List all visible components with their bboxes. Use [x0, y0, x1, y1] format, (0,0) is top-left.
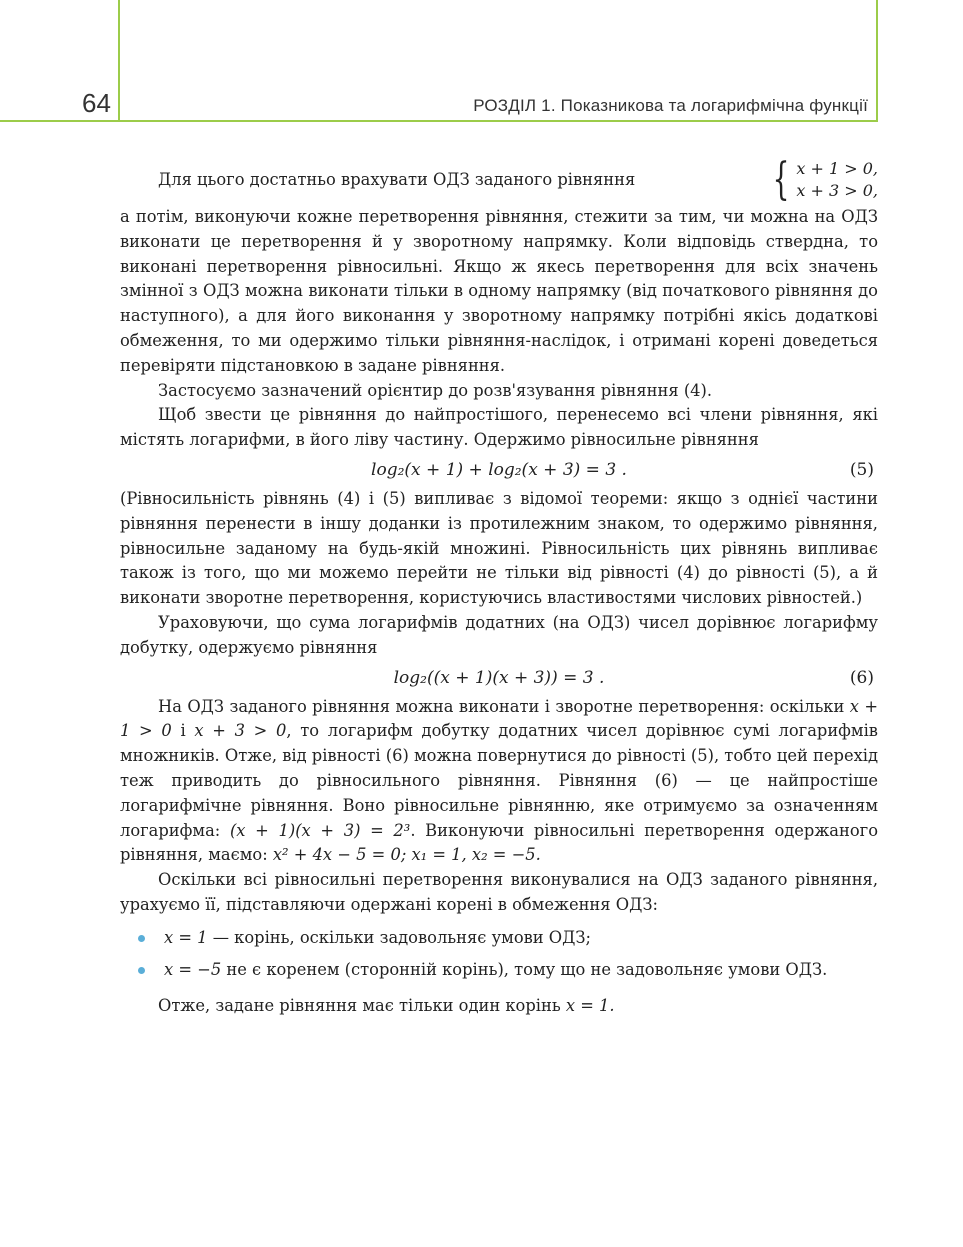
paragraph-1: а потім, виконуючи кожне перетворення рівняння, стежити за тим, чи можна на ОДЗ виконати це перетворення й у зворотному напрямку. Коли відповідь ствердна, то виконані перетворення рівносильні. Якщо ж якесь перетворення для всіх значень змінної з ОДЗ можна виконати тільки в одному напрямку (від початкового рівняння до наступного), а для його виконання у зворотному напрямку потрібні якісь додаткові обмеження, то ми одержимо тільки рівняння-наслідок, і отримані корені доведеться перевіряти підстановкою в задане рівняння. — [120, 207, 878, 375]
intro-line — [120, 155, 878, 205]
inequality-1: x + 1 > 0 — [120, 696, 879, 741]
paragraph-4: (Рівносильність рівнянь (4) і (5) випливає з відомої теореми: якщо з однієї частини рівняння перенести в іншу доданки із протилежним знаком, то одержимо рівняння, рівносильне заданому на будь-якій множині. Рівносильність цих рівнянь випливає також із того, що ми можемо перейти не тільки від рівності (4) до рівності (5), а й виконати зворотне перетворення, користуючись властивостями числових рівностей.) — [120, 488, 878, 608]
paragraph-6-part-a: На ОДЗ заданого рівняння можна виконати і зворотне перетворення: оскільки — [158, 696, 845, 716]
system-line-2: x + 3 > 0, — [796, 181, 878, 200]
conclusion-text: Отже, задане рівняння має тільки один корінь — [158, 995, 561, 1015]
header-frame-bottom-line — [0, 120, 878, 122]
roots-check-list — [120, 922, 878, 986]
bullet-dot-icon — [138, 967, 145, 974]
root-math: x = 1 — [164, 927, 208, 947]
root-note: — корінь, оскільки задовольняє умови ОДЗ; — [207, 927, 592, 947]
system-line-1: x + 1 > 0, — [796, 159, 878, 178]
paragraph-5: Ураховуючи, що сума логарифмів додатних (на ОДЗ) чисел дорівнює логарифму добутку, одержуємо рівняння — [120, 612, 878, 657]
odz-system — [767, 154, 878, 205]
running-head: РОЗДІЛ 1. Показникова та логарифмічна функції — [473, 96, 868, 115]
page-number: 64 — [82, 88, 111, 118]
header-frame-left-line — [118, 0, 120, 120]
curly-brace-icon: { — [772, 154, 790, 205]
page-body — [120, 155, 878, 1019]
conclusion — [120, 994, 878, 1019]
equation-5-number: (5) — [849, 459, 874, 480]
root-note: не є коренем (сторонній корінь), тому що не задовольняє умови ОДЗ. — [221, 959, 828, 979]
list-item — [120, 954, 878, 986]
bullet-dot-icon — [138, 935, 145, 942]
equation-5 — [120, 453, 878, 487]
header-frame-right-line — [876, 0, 878, 122]
paragraph-2: Застосуємо зазначений орієнтир до розв'язування рівняння (4). — [158, 380, 713, 400]
paragraph-6-part-c: . Виконуючи рівносильні перетворення одержаного рівняння, маємо: — [120, 820, 878, 865]
paragraph-6 — [120, 695, 878, 869]
conjunction: і — [180, 721, 186, 741]
intro-lead-text: Для цього достатньо врахувати ОДЗ заданого рівняння — [158, 169, 636, 189]
paragraph-7: Оскільки всі рівносильні перетворення виконувалися на ОДЗ заданого рівняння, урахуємо її, підставляючи одержані корені в обмеження ОДЗ: — [120, 870, 878, 914]
paragraph-6-part-b: , то логарифм добутку додатних чисел дорівнює сумі логарифмів множників. Отже, від рівності (6) можна повернутися до рівності (5), тобто цей перехід теж приводить до рівносильного рівняння. Рівняння (6) — це найпростіше логарифмічне рівняння. Воно рівносильне рівнянню, яке отримуємо за означенням логарифма: — [120, 721, 878, 840]
root-math: x = −5 — [164, 959, 222, 979]
equation-6-expression: log₂((x + 1)(x + 3)) = 3 . — [393, 667, 605, 688]
paragraph-3: Щоб звести це рівняння до найпростішого, перенесемо всі члени рівняння, які містять логарифми, в його ліву частину. Одержимо рівносильне рівняння — [120, 405, 878, 450]
definition-equation: (x + 1)(x + 3) = 2³ — [229, 820, 411, 840]
quadratic-solution: x² + 4x − 5 = 0; x₁ = 1, x₂ = −5. — [272, 845, 541, 865]
system-lines — [796, 158, 878, 202]
equation-6-number: (6) — [849, 667, 874, 688]
list-item — [120, 922, 878, 954]
equation-5-expression: log₂(x + 1) + log₂(x + 3) = 3 . — [371, 459, 627, 480]
conclusion-root: x = 1. — [565, 995, 615, 1015]
equation-6 — [120, 661, 878, 695]
inequality-2: x + 3 > 0 — [194, 721, 287, 741]
